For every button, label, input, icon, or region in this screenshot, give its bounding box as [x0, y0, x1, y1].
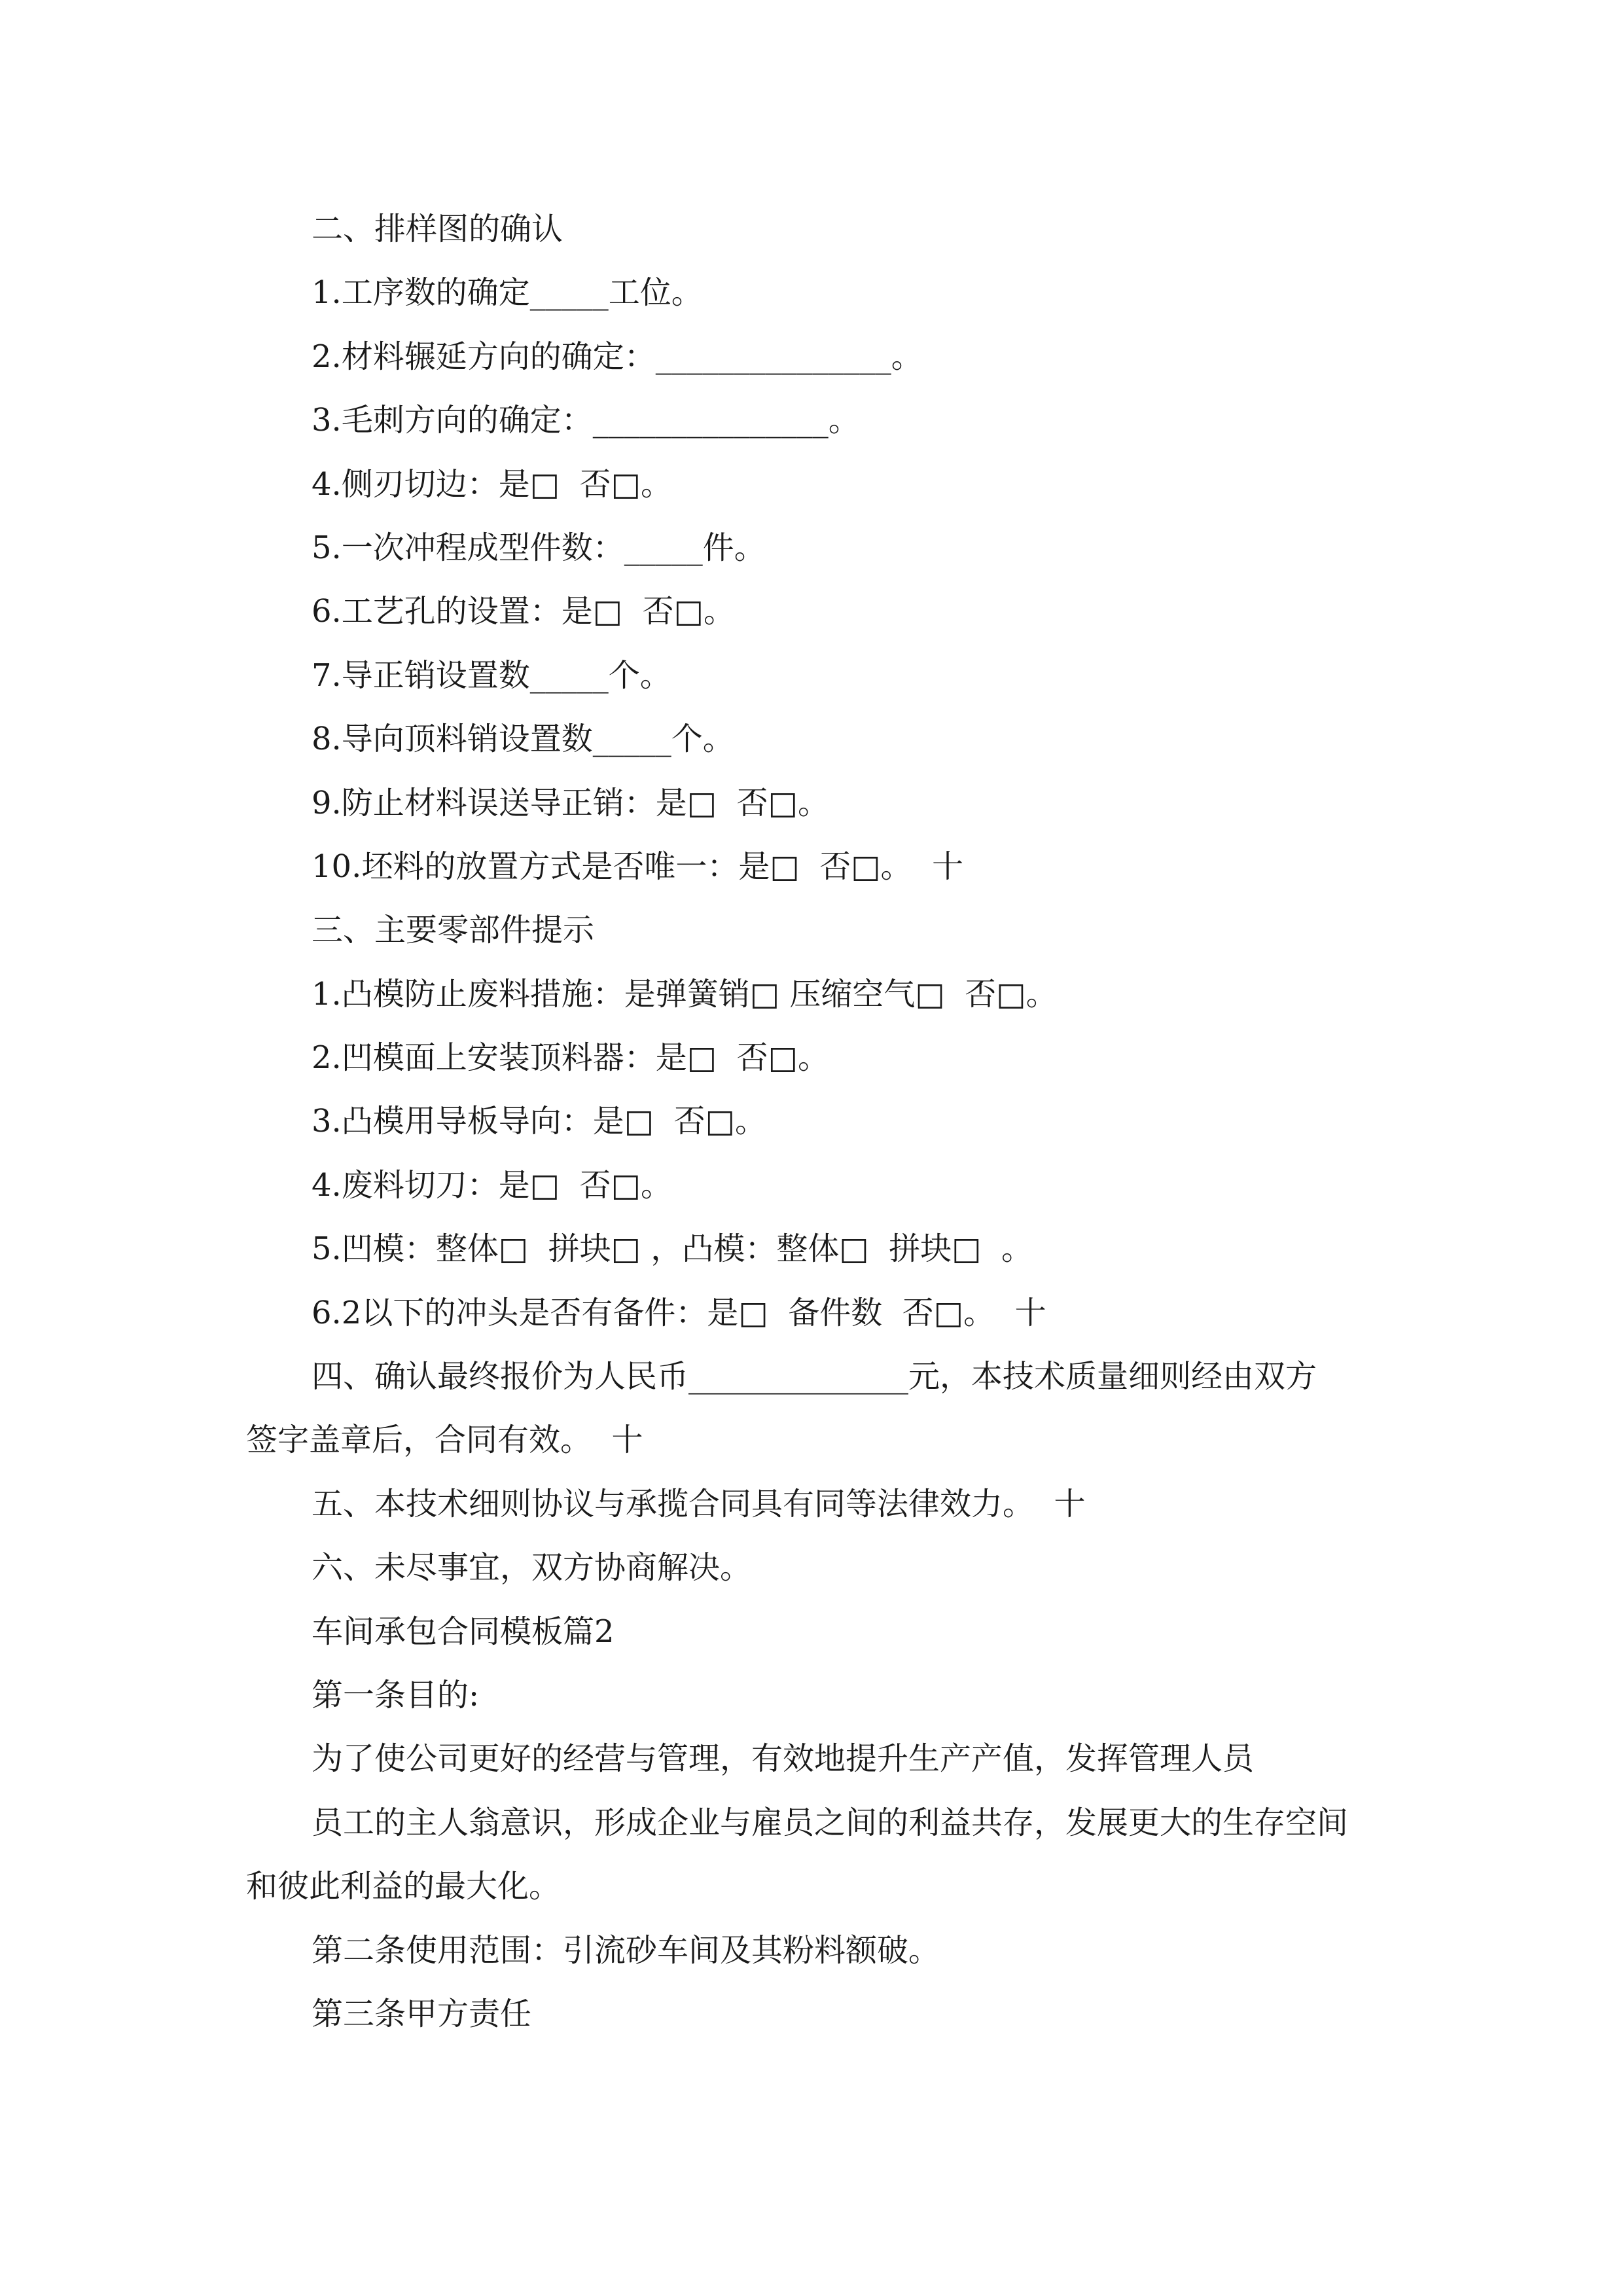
- section-heading-3: 三、主要零部件提示: [312, 912, 595, 949]
- paragraph-line: 1.工序数的确定_____工位。: [312, 274, 703, 312]
- paragraph-line: 2.凹模面上安装顶料器：是□ 否□。: [312, 1039, 830, 1077]
- paragraph-line: 2.材料辗延方向的确定：_______________。: [312, 338, 923, 375]
- document-body: [246, 198, 1385, 2046]
- paragraph-line: 1.凸模防止废料措施：是弹簧销□ 压缩空气□ 否□。: [312, 975, 1058, 1013]
- paragraph-line: 4.侧刃切边：是□ 否□。: [312, 465, 673, 503]
- paragraph-line: 3.毛刺方向的确定：_______________。: [312, 402, 860, 439]
- paragraph-line: 10.坯料的放置方式是否唯一：是□ 否□。 十: [312, 848, 964, 885]
- paragraph-continuation: 和彼此利益的最大化。: [246, 1868, 561, 1905]
- paragraph-continuation: 签字盖章后，合同有效。 十: [246, 1422, 643, 1459]
- paragraph-line: 员工的主人翁意识，形成企业与雇员之间的利益共存，发展更大的生存空间: [312, 1804, 1349, 1841]
- section-heading-5: 五、本技术细则协议与承揽合同具有同等法律效力。 十: [312, 1485, 1086, 1522]
- clause-heading: 第二条使用范围：引流砂车间及其粉料额破。: [312, 1931, 940, 1969]
- paragraph-line: 3.凸模用导板导向：是□ 否□。: [312, 1103, 767, 1140]
- paragraph-line: 6.工艺孔的设置：是□ 否□。: [312, 593, 736, 630]
- paragraph-line: 8.导向顶料销设置数_____个。: [312, 721, 734, 758]
- paragraph-line: 为了使公司更好的经营与管理，有效地提升生产产值，发挥管理人员: [312, 1740, 1255, 1778]
- paragraph-line: 5.凹模：整体□ 拼块□ ，凸模：整体□ 拼块□ 。: [312, 1230, 1033, 1268]
- section-heading-4: 四、确认最终报价为人民币______________元，本技术质量细则经由双方: [312, 1358, 1317, 1395]
- clause-heading: 第一条目的:: [312, 1676, 480, 1713]
- article-title: 车间承包合同模板篇2: [312, 1613, 615, 1650]
- paragraph-line: 9.防止材料误送导正销：是□ 否□。: [312, 784, 830, 821]
- paragraph-line: 5.一次冲程成型件数：_____件。: [312, 529, 766, 566]
- section-heading-2: 二、排样图的确认: [312, 211, 563, 247]
- paragraph-line: 4.废料切刀：是□ 否□。: [312, 1166, 673, 1204]
- paragraph-line: 7.导正销设置数_____个。: [312, 656, 671, 694]
- clause-heading: 第三条甲方责任: [312, 1995, 532, 2032]
- section-heading-6: 六、未尽事宜，双方协商解决。: [312, 1549, 752, 1587]
- paragraph-line: 6.2以下的冲头是否有备件：是□ 备件数 否□。 十: [312, 1294, 1046, 1331]
